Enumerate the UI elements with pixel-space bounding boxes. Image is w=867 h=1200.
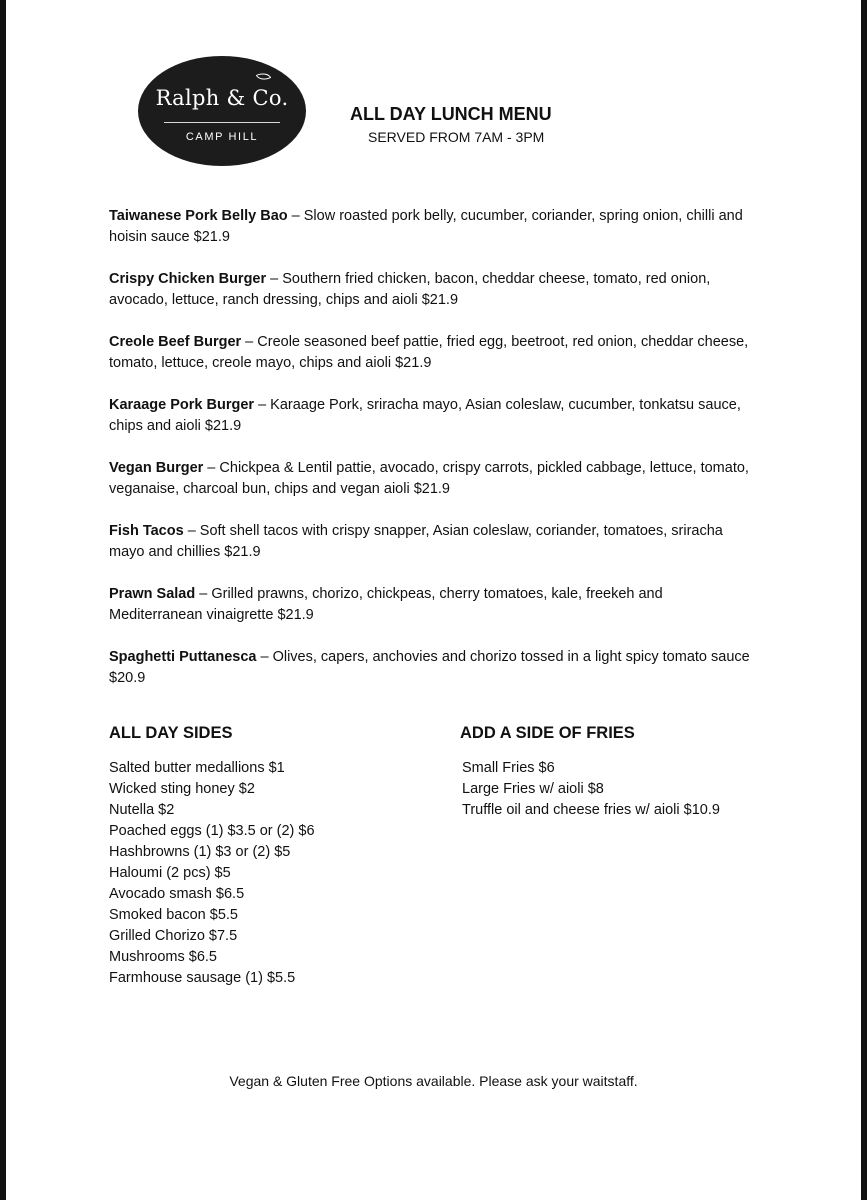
left-edge-bar	[0, 0, 6, 1200]
fries-item: Truffle oil and cheese fries w/ aioli $10.9	[462, 802, 720, 818]
right-edge-bar	[861, 0, 867, 1200]
menu-items-list	[109, 206, 759, 710]
side-item: Haloumi (2 pcs) $5	[109, 865, 231, 881]
side-item: Salted butter medallions $1	[109, 760, 285, 776]
side-item: Farmhouse sausage (1) $5.5	[109, 970, 296, 986]
menu-item-description: – Karaage Pork, sriracha mayo, Asian coleslaw, cucumber, tonkatsu sauce, chips and aioli $21.9	[109, 397, 741, 434]
menu-item	[109, 647, 759, 710]
menu-item-description: – Olives, capers, anchovies and chorizo tossed in a light spicy tomato sauce $20.9	[109, 649, 750, 686]
side-item: Hashbrowns (1) $3 or (2) $5	[109, 844, 291, 860]
menu-item-name: Spaghetti Puttanesca	[109, 649, 257, 665]
side-item: Grilled Chorizo $7.5	[109, 928, 238, 944]
menu-item	[109, 206, 759, 269]
side-item: Wicked sting honey $2	[109, 781, 255, 797]
menu-item-name: Crispy Chicken Burger	[109, 271, 267, 287]
menu-item	[109, 521, 759, 584]
side-item: Smoked bacon $5.5	[109, 907, 238, 923]
leaf-icon	[256, 70, 272, 84]
menu-item-description: – Creole seasoned beef pattie, fried egg, beetroot, red onion, cheddar cheese, tomato, lettuce, creole mayo, chips and aioli $21.9	[109, 334, 749, 371]
menu-item-name: Karaage Pork Burger	[109, 397, 255, 413]
menu-item	[109, 584, 759, 647]
menu-item-name: Fish Tacos	[109, 523, 184, 539]
fries-item: Small Fries $6	[462, 760, 555, 776]
sides-title: ALL DAY SIDES	[109, 724, 233, 742]
logo-name: Ralph & Co.	[155, 86, 289, 110]
menu-item-name: Creole Beef Burger	[109, 334, 242, 350]
menu-item-name: Vegan Burger	[109, 460, 204, 476]
menu-item-name: Prawn Salad	[109, 586, 196, 602]
menu-item	[109, 269, 759, 332]
brand-logo	[138, 56, 306, 166]
fries-list	[462, 758, 720, 821]
side-item: Poached eggs (1) $3.5 or (2) $6	[109, 823, 315, 839]
fries-title: ADD A SIDE OF FRIES	[460, 724, 635, 742]
menu-item-description: – Grilled prawns, chorizo, chickpeas, cherry tomatoes, kale, freekeh and Mediterranean vinaigrette $21.9	[109, 586, 663, 623]
menu-item	[109, 458, 759, 521]
menu-item-description: – Soft shell tacos with crispy snapper, Asian coleslaw, coriander, tomatoes, sriracha mayo and chillies $21.9	[109, 523, 723, 560]
side-item: Mushrooms $6.5	[109, 949, 217, 965]
menu-item-description: – Chickpea & Lentil pattie, avocado, crispy carrots, pickled cabbage, lettuce, tomato, veganaise, charcoal bun, chips and vegan aioli $21.9	[109, 460, 749, 497]
menu-subtitle: SERVED FROM 7AM - 3PM	[368, 129, 545, 145]
menu-item	[109, 395, 759, 458]
side-item: Avocado smash $6.5	[109, 886, 245, 902]
menu-item-description: – Southern fried chicken, bacon, cheddar cheese, tomato, red onion, avocado, lettuce, ranch dressing, chips and aioli $21.9	[109, 271, 711, 308]
menu-item	[109, 332, 759, 395]
logo-location: CAMP HILL	[185, 131, 259, 143]
menu-item-description: – Slow roasted pork belly, cucumber, coriander, spring onion, chilli and hoisin sauce $21.9	[109, 208, 743, 245]
logo-divider	[164, 122, 280, 123]
fries-item: Large Fries w/ aioli $8	[462, 781, 604, 797]
footer-note: Vegan & Gluten Free Options available. Please ask your waitstaff.	[229, 1073, 638, 1089]
menu-item-name: Taiwanese Pork Belly Bao	[109, 208, 288, 224]
side-item: Nutella $2	[109, 802, 175, 818]
sides-list	[109, 758, 315, 989]
menu-title: ALL DAY LUNCH MENU	[350, 104, 552, 124]
